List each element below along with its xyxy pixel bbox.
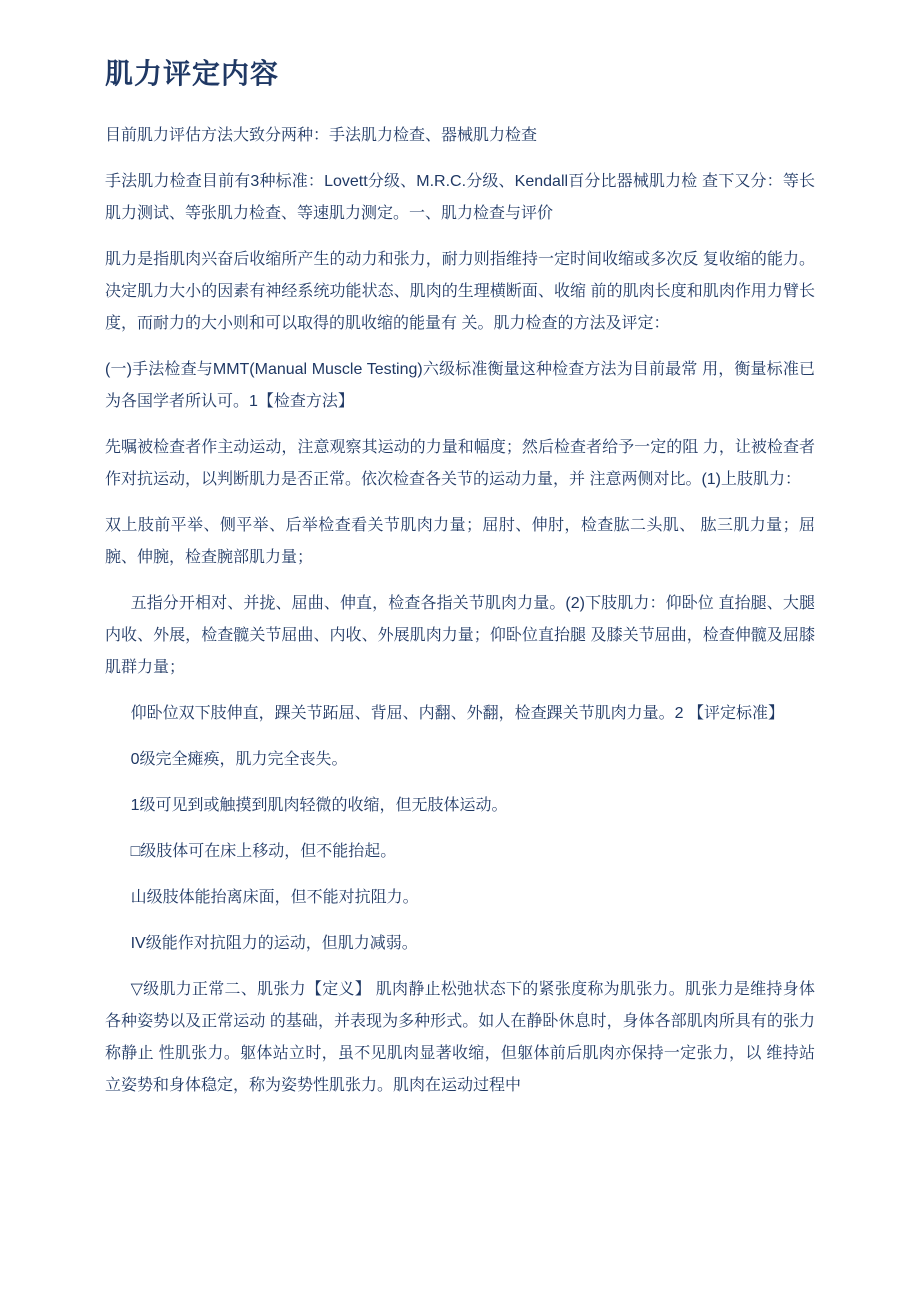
paragraph-intro: 目前肌力评估方法大致分两种：手法肌力检查、器械肌力检查 [105,127,538,144]
paragraph-level-1: 1级可见到或触摸到肌肉轻微的收缩，但无肢体运动。 [130,797,508,814]
paragraph-level-4: IV级能作对抗阻力的运动，但肌力减弱。 [130,935,418,952]
paragraph-ankle-standard: 仰卧位双下肢伸直，踝关节跖屈、背屈、内翻、外翻，检查踝关节肌肉力量。2 【评定标准】 [130,705,784,722]
paragraph-mmt: (一)手法检查与MMT(Manual Muscle Testing)六级标准衡量这种检查方法为目前最常 用，衡量标准已为各国学者所认可。1【检查方法】 [105,361,815,410]
paragraph-level-0: 0级完全瘫痪，肌力完全丧失。 [130,751,348,768]
page-title: 肌力评定内容 [105,58,280,89]
paragraph-level-3: 山级肢体能抬离床面，但不能对抗阻力。 [130,889,419,906]
paragraph-definition: 肌力是指肌肉兴奋后收缩所产生的动力和张力，耐力则指维持一定时间收缩或多次反 复收缩的能力。决定肌力大小的因素有神经系统功能状态、肌肉的生理横断面、收缩 前的肌肉长度和肌肉作用力臂长度，而耐力的大小则和可以取得的肌收缩的能量有 关。肌力检查的方法及评定： [105,251,815,332]
paragraph-level-5-muscle-tone: ▽级肌力正常二、肌张力【定义】 肌肉静止松弛状态下的紧张度称为肌张力。肌张力是维持身体各种姿势以及正常运动 的基础，并表现为多种形式。如人在静卧休息时，身体各部肌肉所具有的张力称静止 性肌张力。躯体站立时，虽不见肌肉显著收缩，但躯体前后肌肉亦保持一定张力，以 维持站立姿势和身体稳定，称为姿势性肌张力。肌肉在运动过程中 [105,981,815,1094]
paragraph-check-method: 先嘱被检查者作主动运动，注意观察其运动的力量和幅度；然后检查者给予一定的阻 力，让被检查者作对抗运动，以判断肌力是否正常。依次检查各关节的运动力量，并 注意两侧对比。(1)上肢肌力： [105,439,815,488]
paragraph-level-2: □级肢体可在床上移动，但不能抬起。 [130,843,397,860]
paragraph-standards: 手法肌力检查目前有3种标准：Lovett分级、M.R.C.分级、Kendall百分比器械肌力检 查下又分：等长肌力测试、等张肌力检查、等速肌力测定。一、肌力检查与评价 [105,173,815,222]
paragraph-fingers-lower-limb: 五指分开相对、并拢、屈曲、伸直，检查各指关节肌肉力量。(2)下肢肌力：仰卧位 直抬腿、大腿内收、外展，检查髋关节屈曲、内收、外展肌肉力量；仰卧位直抬腿 及膝关节屈曲，检查伸髋及屈膝肌群力量； [105,595,815,676]
paragraph-upper-limb: 双上肢前平举、侧平举、后举检查看关节肌肉力量；屈肘、伸肘，检查肱二头肌、 肱三肌力量；屈腕、伸腕，检查腕部肌力量； [105,517,815,566]
